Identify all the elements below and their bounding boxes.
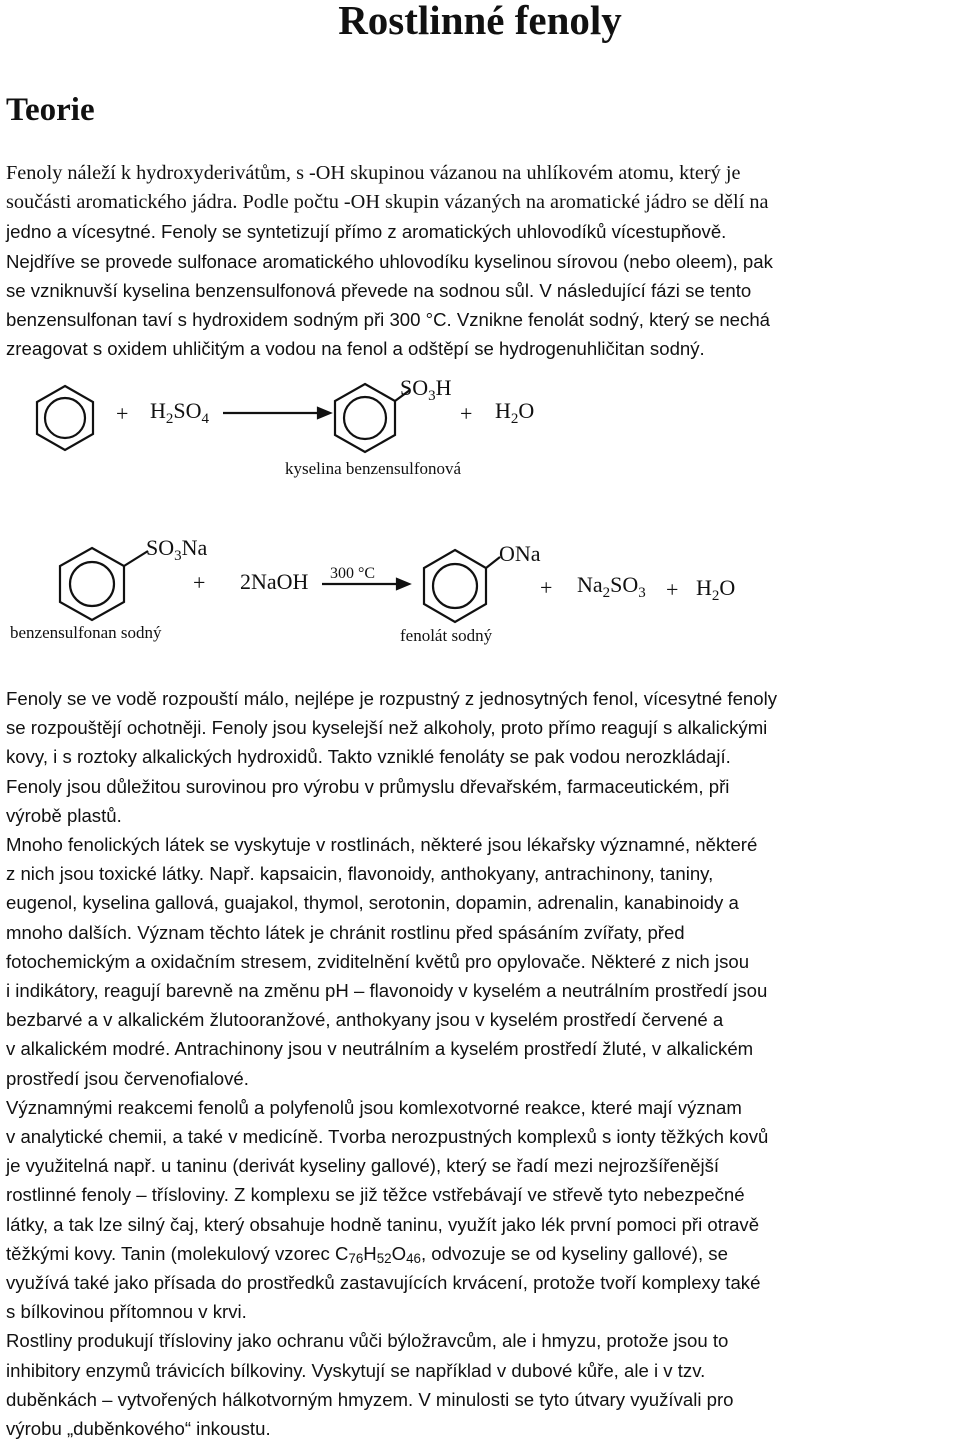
text-line: i indikátory, reagují barevně na změnu pH – flavonoidy v kyselém a neutrálním prostředí jsou bbox=[6, 980, 768, 1002]
text-line: prostředí jsou červenofialové. bbox=[6, 1067, 249, 1089]
reactant-label: benzensulfonan sodný bbox=[10, 623, 162, 642]
aromatic-circle-icon bbox=[70, 562, 114, 606]
text-line: Nejdříve se provede sulfonace aromatického uhlovodíku kyselinou sírovou (nebo oleem), pak bbox=[6, 250, 773, 272]
text-line: výrobě plastů. bbox=[6, 804, 122, 826]
tanin-formula-line: těžkými kovy. Tanin (molekulový vzorec $C_{76}H_{52}O_{46}$, odvozuje se od kyseliny gallové), se bbox=[6, 1242, 728, 1266]
text-line: Významnými reakcemi fenolů a polyfenolů jsou komlexotvorné reakce, které mají význam bbox=[6, 1096, 742, 1118]
product-label: kyselina benzensulfonová bbox=[285, 459, 462, 478]
plus-sign: + bbox=[540, 575, 553, 600]
text-line: duběnkách – vytvořených hálkotvorným hmyzem. V minulosti se tyto útvary využívali pro bbox=[6, 1388, 734, 1410]
intro-paragraph bbox=[6, 159, 956, 363]
text-line: Fenoly jsou důležitou surovinou pro výrobu v průmyslu dřevařském, farmaceutickém, při bbox=[6, 775, 730, 797]
benzene-ring-icon bbox=[60, 548, 124, 620]
text-line: mnoho dalších. Význam těchto látek je chránit rostlinu před spásáním zvířaty, před bbox=[6, 921, 685, 943]
text-line: Fenoly náleží k hydroxyderivátům, s -OH skupinou vázanou na uhlíkovém atomu, který je bbox=[6, 162, 741, 184]
text-line: se vzniknuvší kyselina benzensulfonová převede na sodnou sůl. V následující fázi se tento bbox=[6, 279, 752, 301]
text-line: s bílkovinou přítomnou v krvi. bbox=[6, 1301, 247, 1323]
text-line: látky, a tak lze silný čaj, který obsahuje hodně taninu, využít jako lék první pomoci při otravě bbox=[6, 1213, 760, 1235]
bond-line bbox=[486, 557, 500, 568]
text-line: v analytické chemii, a také v medicíně. Tvorba nerozpustných komplexů s ionty těžkých kovů bbox=[6, 1126, 769, 1148]
text-line: zreagovat s oxidem uhličitým a vodou na fenol a odštěpí se hydrogenuhličitan sodný. bbox=[6, 338, 705, 360]
text-line: v alkalickém modré. Antrachinony jsou v neutrálním a kyselém prostředí žluté, v alkalickém bbox=[6, 1038, 754, 1060]
text-line: eugenol, kyselina gallová, guajakol, thymol, serotonin, dopamin, adrenalin, kanabinoidy a bbox=[6, 892, 739, 914]
text-line: využívá také jako přísada do prostředků zastavujících krvácení, protože tvoří komplexy také bbox=[6, 1272, 761, 1294]
bond-line bbox=[124, 551, 148, 566]
text-line: rostlinné fenoly – třísloviny. Z komplexu se již těžce vstřebávají ve střevě tyto nebezpečné bbox=[6, 1184, 745, 1206]
sodium-sulfite-formula: $Na_2SO_3$ bbox=[577, 572, 646, 601]
plus-sign: + bbox=[116, 401, 129, 426]
aromatic-circle-icon bbox=[344, 397, 386, 439]
plus-sign: + bbox=[460, 401, 473, 426]
text-line: součásti aromatického jádra. Podle počtu -OH skupin vázaných na aromatické jádro se dělí na bbox=[6, 191, 769, 214]
text-line: je využitelná např. u taninu (derivát kyseliny gallové), který se řadí mezi nejrozšířenější bbox=[6, 1155, 720, 1177]
text-line: fotochemickým a oxidačním stresem, zviditelnění květů pro opylovače. Některé z nich jsou bbox=[6, 950, 750, 972]
text-line: benzensulfonan taví s hydroxidem sodným při 300 °C. Vznikne fenolát sodný, který se nechá bbox=[6, 309, 771, 331]
arrow-condition-label: 300 °C bbox=[330, 565, 376, 582]
text-line: Mnoho fenolických látek se vyskytuje v rostlinách, některé jsou lékařsky významné, některé bbox=[6, 834, 758, 856]
text-line: kovy, i s roztoky alkalických hydroxidů. Takto vzniklé fenoláty se pak vodou nerozkládají. bbox=[6, 746, 731, 768]
text-line: se rozpouštějí ochotněji. Fenoly jsou kyselejší než alkoholy, proto přímo reagují s alkalickými bbox=[6, 717, 768, 739]
text-line: inhibitory enzymů trávicích bílkoviny. Vyskytují se například v dubové kůře, ale i v tzv. bbox=[6, 1359, 706, 1381]
text-line: jedno a vícesytné. Fenoly se syntetizují přímo z aromatických uhlovodíků vícestupňově. bbox=[6, 221, 727, 243]
text-line: Rostliny produkují třísloviny jako ochranu vůči býložravcům, ale i hmyzu, protože jsou to bbox=[6, 1330, 729, 1352]
benzene-ring-icon bbox=[335, 384, 395, 452]
water-formula: $H_2O$ bbox=[696, 575, 736, 604]
sulfuric-acid-formula: $H_2SO_4$ bbox=[150, 398, 210, 427]
text-line: z nich jsou toxické látky. Např. kapsaicin, flavonoidy, anthokyany, antrachinony, taniny, bbox=[6, 863, 714, 885]
sodium-hydroxide-formula: 2NaOH bbox=[240, 569, 309, 594]
text-line: Fenoly se ve vodě rozpouští málo, nejlépe je rozpustný z jednosytných fenol, vícesytné fenoly bbox=[6, 688, 778, 709]
benzene-ring-icon bbox=[37, 386, 93, 450]
arrow-head-icon bbox=[318, 408, 330, 418]
phenolate-group-formula: ONa bbox=[499, 541, 541, 566]
aromatic-circle-icon bbox=[45, 398, 85, 438]
sulfonate-group-formula: $SO_3Na$ bbox=[146, 535, 208, 564]
page-title: Rostlinné fenoly bbox=[338, 0, 622, 43]
benzene-ring-icon bbox=[424, 550, 486, 622]
text-line: výrobu „duběnkového“ inkoustu. bbox=[6, 1418, 271, 1440]
text-line: bezbarvé a v alkalickém žlutooranžové, anthokyany jsou v kyselém prostředí červené a bbox=[6, 1009, 724, 1031]
aromatic-circle-icon bbox=[433, 564, 477, 608]
body-text bbox=[6, 684, 956, 1443]
sulfo-group-formula: $SO_3H$ bbox=[400, 375, 452, 404]
bond-line bbox=[395, 390, 410, 401]
plus-sign: + bbox=[666, 577, 679, 602]
plus-sign: + bbox=[193, 570, 206, 595]
water-formula: $H_2O$ bbox=[495, 398, 535, 427]
product-label: fenolát sodný bbox=[400, 626, 493, 645]
arrow-head-icon bbox=[397, 579, 409, 589]
section-heading: Teorie bbox=[6, 92, 95, 128]
